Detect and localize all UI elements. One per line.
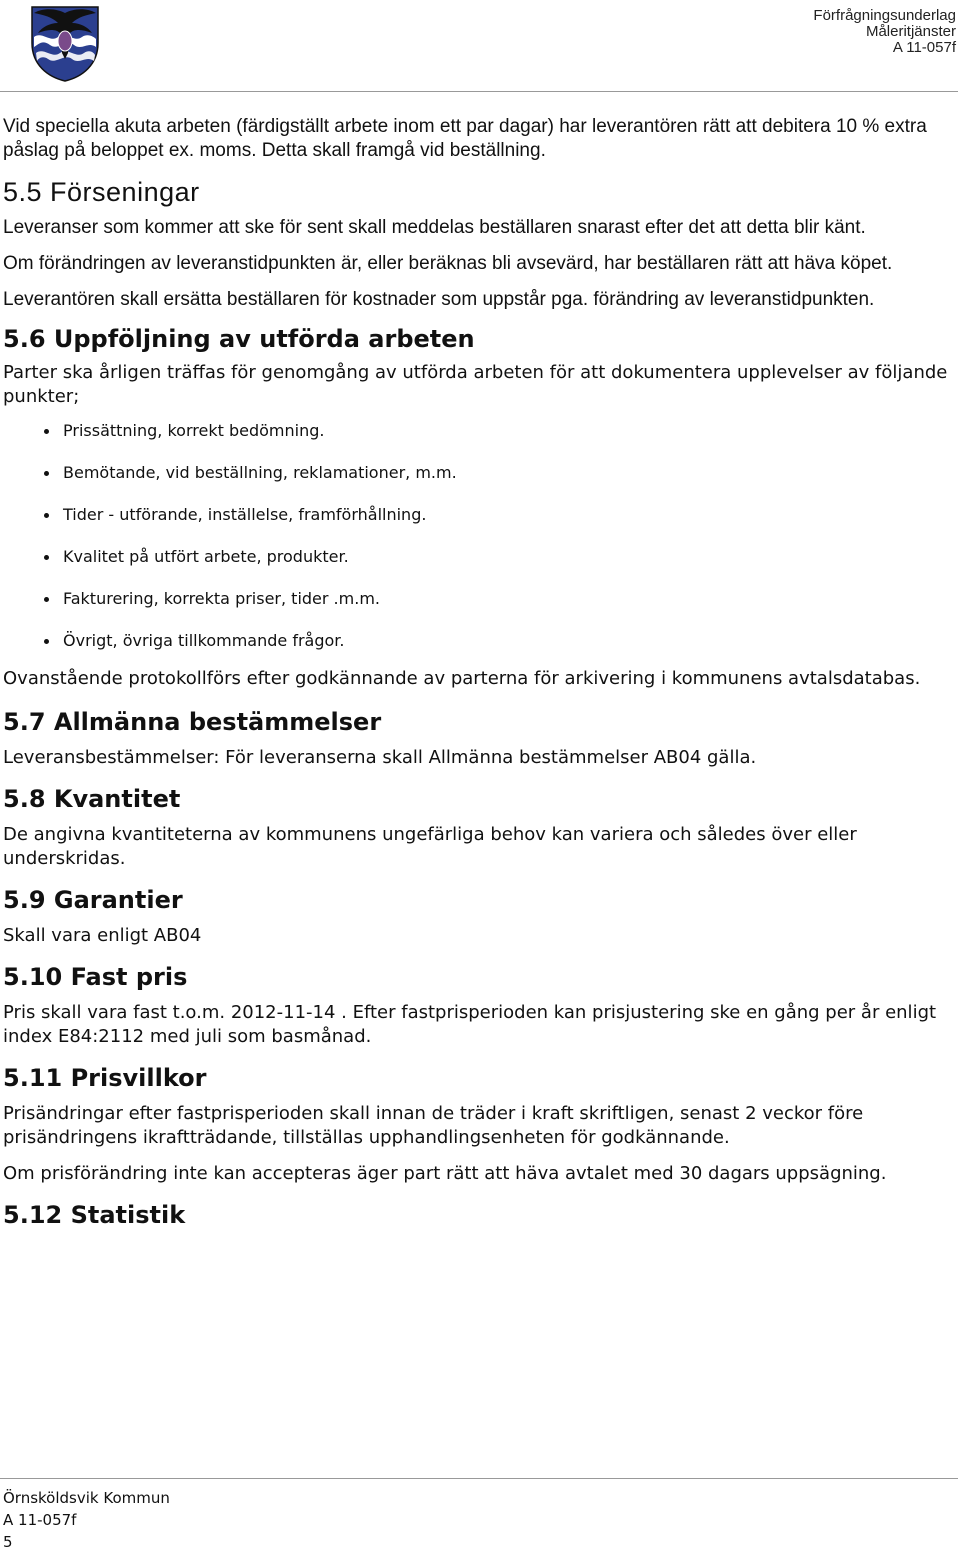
section-5-7-p1: Leveransbestämmelser: För leveranserna skall Allmänna bestämmelser AB04 gälla. [3, 747, 757, 768]
section-5-11-p2: Om prisförändring inte kan accepteras äger part rätt att häva avtalet med 30 dagars uppsägning. [3, 1163, 887, 1184]
list-item: Prissättning, korrekt bedömning. [3, 421, 948, 441]
list-item: Bemötande, vid beställning, reklamationer, m.m. [3, 463, 948, 483]
section-5-8-title: 5.8 Kvantitet [3, 785, 181, 813]
section-5-6-list [3, 421, 948, 651]
intro-paragraph: Vid speciella akuta arbeten (färdigställt arbete inom ett par dagar) har leverantören rätt att debitera 10 % extra påslag på beloppet ex. moms. Detta skall framgå vid beställning. [3, 116, 927, 161]
section-5-7-title: 5.7 Allmänna bestämmelser [3, 708, 382, 736]
section-5-5-p2: Om förändringen av leveranstidpunkten är, eller beräknas bli avsevärd, har beställaren rätt att häva köpet. [3, 253, 893, 274]
footer-divider [0, 1478, 958, 1479]
section-5-9-p1: Skall vara enligt AB04 [3, 925, 202, 946]
header-doc-subject: Måleritjänster [865, 23, 956, 40]
document-body [3, 115, 948, 1230]
section-5-6-p1: Parter ska årligen träffas för genomgång av utförda arbeten för att dokumentera upplevelser av följande punkter; [3, 362, 948, 407]
section-5-5-p3: Leverantören skall ersätta beställaren för kostnader som uppstår pga. förändring av leveranstidpunkten. [3, 289, 875, 310]
footer-page-number: 5 [3, 1533, 13, 1551]
page-header [0, 0, 960, 92]
section-5-11-title: 5.11 Prisvillkor [3, 1064, 207, 1092]
section-5-5-p1: Leveranser som kommer att ske för sent skall meddelas beställaren snarast efter det att detta blir känt. [3, 217, 866, 238]
municipal-crest-icon [28, 3, 102, 83]
footer-doc-ref: A 11-057f [3, 1511, 77, 1529]
section-5-9-title: 5.9 Garantier [3, 886, 183, 914]
list-item: Övrigt, övriga tillkommande frågor. [3, 631, 948, 651]
section-5-5-title: 5.5 Förseningar [3, 177, 200, 207]
header-doc-ref: A 11-057f [892, 39, 956, 56]
page-footer [3, 1487, 170, 1553]
list-item: Kvalitet på utfört arbete, produkter. [3, 547, 948, 567]
section-5-11-p1: Prisändringar efter fastprisperioden skall innan de träder i kraft skriftligen, senast 2 veckor före prisändringens ikraftträdande, tillställas upphandlingsenheten för godkännande. [3, 1103, 864, 1148]
section-5-12-title: 5.12 Statistik [3, 1201, 186, 1229]
section-5-6-p2: Ovanstående protokollförs efter godkännande av parterna för arkivering i kommunens avtalsdatabas. [3, 668, 921, 689]
section-5-6-title: 5.6 Uppföljning av utförda arbeten [3, 325, 475, 353]
header-doc-type: Förfrågningsunderlag [813, 7, 956, 24]
section-5-8-p1: De angivna kvantiteterna av kommunens ungefärliga behov kan variera och således över eller underskridas. [3, 824, 857, 869]
section-5-10-title: 5.10 Fast pris [3, 963, 188, 991]
list-item: Tider - utförande, inställelse, framförhållning. [3, 505, 948, 525]
footer-organization: Örnsköldsvik Kommun [3, 1489, 170, 1507]
header-divider [0, 91, 958, 92]
header-document-info [813, 8, 956, 56]
section-5-10-p1: Pris skall vara fast t.o.m. 2012-11-14 . Efter fastprisperioden kan prisjustering ske en gång per år enligt index E84:2112 med juli som basmånad. [3, 1002, 937, 1047]
list-item: Fakturering, korrekta priser, tider .m.m. [3, 589, 948, 609]
